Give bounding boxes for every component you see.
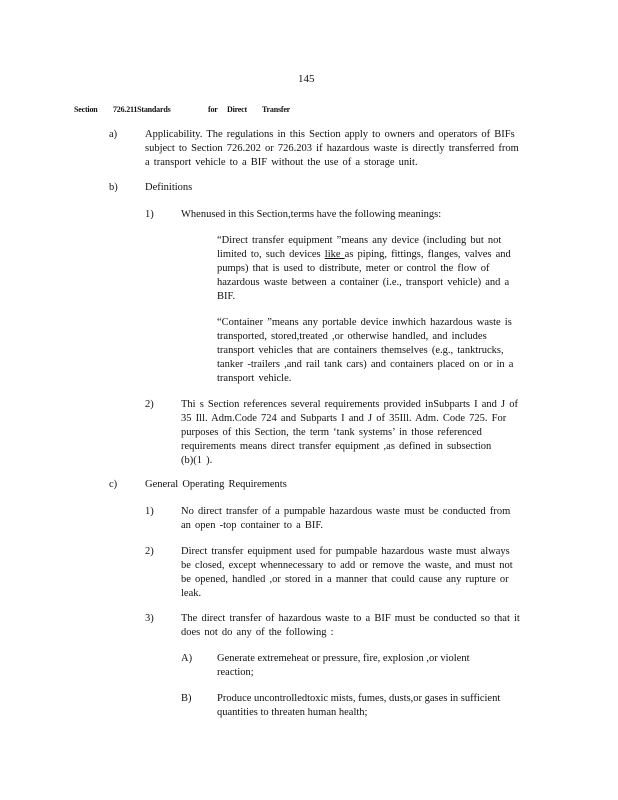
- subsection-b2-line: purposes of this Section, the term ‘tank systems’ in those referenced: [181, 427, 482, 438]
- definition-line: tanker -trailers ,and rail tank cars) and containers placed on or in a: [217, 359, 514, 370]
- subsection-c3b-text: [217, 692, 543, 720]
- definition-line: transport vehicle.: [217, 373, 292, 384]
- subsection-c3b-line: Produce uncontrolledtoxic mists, fumes, dusts,or gases in sufficient: [217, 693, 501, 704]
- subsection-c2-line: be closed, except whennecessary to add or remove the waste, and must not: [181, 560, 513, 571]
- subsection-c3a-line: Generate extremeheat or pressure, fire, explosion ,or violent: [217, 653, 470, 664]
- subsection-c3b-marker: B): [181, 693, 192, 704]
- subsection-c2-text: [181, 545, 535, 601]
- subsection-c2-marker: 2): [145, 546, 154, 557]
- subsection-c-marker: c): [109, 479, 118, 490]
- definition-text: as piping, fittings, flanges, valves and: [344, 249, 511, 260]
- definition-line: transported, stored,treated ,or otherwise handled, and includes: [217, 331, 487, 342]
- subsection-c1-line: No direct transfer of a pumpable hazardous waste must be conducted from: [181, 506, 511, 517]
- subsection-c3-marker: 3): [145, 613, 154, 624]
- subsection-b1-text: Whenused in this Section,terms have the following meanings:: [181, 209, 442, 220]
- subsection-c2-line: Direct transfer equipment used for pumpable hazardous waste must always: [181, 546, 510, 557]
- subsection-c1-text: [181, 505, 535, 533]
- subsection-c3b-line: quantities to threaten human health;: [217, 707, 368, 718]
- section-heading-direct: Direct: [227, 105, 247, 114]
- subsection-c2-line: be opened, handled ,or stored in a manner that could cause any rupture or: [181, 574, 509, 585]
- definition-container: [217, 316, 539, 386]
- subsection-b2-marker: 2): [145, 399, 154, 410]
- subsection-a-marker: a): [109, 129, 118, 140]
- subsection-c1-marker: 1): [145, 506, 154, 517]
- subsection-a-line: a transport vehicle to a BIF without the use of a storage unit.: [145, 157, 418, 168]
- subsection-b2-line: requirements means direct transfer equipment ,as defined in subsection: [181, 441, 492, 452]
- definition-line: “Direct transfer equipment ”means any device (including but not: [217, 235, 502, 246]
- definition-line: transport vehicles that are containers themselves (e.g., tanktrucks,: [217, 345, 504, 356]
- definition-line: [217, 248, 535, 262]
- subsection-c-title: General Operating Requirements: [145, 479, 287, 490]
- subsection-a-line: subject to Section 726.202 or 726.203 if hazardous waste is directly transferred from: [145, 143, 519, 154]
- subsection-b2-line: (b)(1 ).: [181, 455, 213, 466]
- section-heading-label: Section: [74, 105, 98, 114]
- definition-text: limited to, such devices: [217, 249, 325, 260]
- page-number: 145: [298, 73, 315, 85]
- definition-direct-transfer-equipment: [217, 234, 535, 304]
- section-heading-number: 726.211Standards: [113, 105, 171, 114]
- definition-line: BIF.: [217, 291, 236, 302]
- subsection-b1-marker: 1): [145, 209, 154, 220]
- subsection-b-title: Definitions: [145, 182, 193, 193]
- subsection-c3a-marker: A): [181, 653, 193, 664]
- subsection-c3-line: does not do any of the following :: [181, 627, 334, 638]
- definition-line: hazardous waste between a container (i.e., transport vehicle) and a: [217, 277, 510, 288]
- definition-line: pumps) that is used to distribute, meter or control the flow of: [217, 263, 490, 274]
- underlined-text: like: [324, 249, 345, 260]
- subsection-a-text: [145, 128, 543, 170]
- subsection-c3-line: The direct transfer of hazardous waste to a BIF must be conducted so that it: [181, 613, 520, 624]
- subsection-b2-line: 35 Ill. Adm.Code 724 and Subparts I and J of 35Ill. Adm. Code 725. For: [181, 413, 507, 424]
- subsection-c1-line: an open -top container to a BIF.: [181, 520, 323, 531]
- section-heading-transfer: Transfer: [262, 105, 291, 114]
- subsection-c3a-text: [217, 652, 537, 680]
- subsection-a-line: Applicability. The regulations in this Section apply to owners and operators of BIFs: [145, 129, 515, 140]
- subsection-c3-text: [181, 612, 543, 640]
- subsection-b-marker: b): [109, 182, 118, 193]
- subsection-c2-line: leak.: [181, 588, 202, 599]
- subsection-c3a-line: reaction;: [217, 667, 254, 678]
- subsection-b2-text: [181, 398, 539, 468]
- section-heading-for: for: [208, 105, 218, 114]
- definition-line: “Container ”means any portable device inwhich hazardous waste is: [217, 317, 512, 328]
- subsection-b2-line: Thi s Section references several requirements provided inSubparts I and J of: [181, 399, 518, 410]
